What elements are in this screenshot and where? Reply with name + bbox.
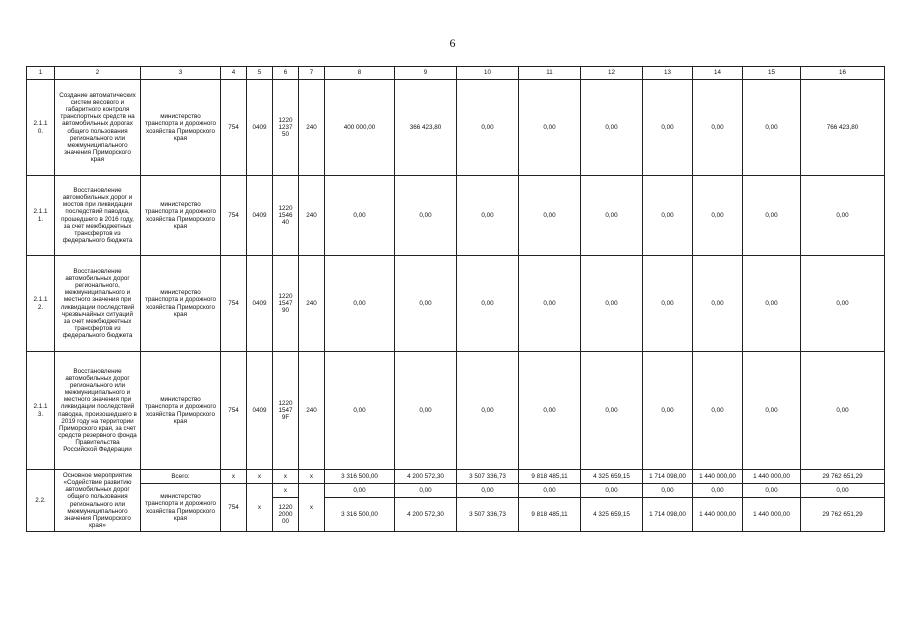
table-row-total: [27, 470, 885, 484]
table-row: [27, 352, 885, 470]
row-code-7: x: [299, 484, 325, 532]
row-ministry: министерство транспорта и дорожного хозяйства Приморского края: [141, 80, 221, 176]
row-code-7: 240: [299, 176, 325, 256]
row-code-4: 754: [221, 80, 247, 176]
row-value: 0,00: [325, 484, 395, 498]
row-ministry: министерство транспорта и дорожного хозяйства Приморского края: [141, 176, 221, 256]
row-code-6: 1220 1547 90: [273, 256, 299, 352]
row-value: 0,00: [643, 80, 693, 176]
page-number: 6: [449, 36, 456, 50]
row-value: 400 000,00: [325, 80, 395, 176]
row-code-4: 754: [221, 256, 247, 352]
row-code-5: 0409: [247, 256, 273, 352]
row-value: 0,00: [801, 256, 885, 352]
row-value: 0,00: [519, 256, 581, 352]
row-ministry: министерство транспорта и дорожного хозяйства Приморского края: [141, 256, 221, 352]
row-code-5: x: [247, 484, 273, 532]
header-cell-5: 5: [247, 67, 273, 80]
row-value: 0,00: [581, 80, 643, 176]
row-value: 0,00: [643, 176, 693, 256]
row-value: 0,00: [457, 484, 519, 498]
header-cell-8: 8: [325, 67, 395, 80]
row-value: 4 200 572,30: [395, 470, 457, 484]
row-value: 29 762 651,29: [801, 470, 885, 484]
header-cell-4: 4: [221, 67, 247, 80]
row-code-6: x: [273, 484, 299, 498]
row-value: 0,00: [519, 80, 581, 176]
table-row: [27, 176, 885, 256]
row-code-4: 754: [221, 176, 247, 256]
row-value: 0,00: [581, 256, 643, 352]
row-code-4: 754: [221, 352, 247, 470]
row-code-7: 240: [299, 352, 325, 470]
row-code-6: 1220 2000 00: [273, 498, 299, 532]
header-cell-9: 9: [395, 67, 457, 80]
row-value: 4 200 572,30: [395, 498, 457, 532]
row-value: 3 316 500,00: [325, 498, 395, 532]
row-value: 0,00: [693, 256, 743, 352]
row-value: 0,00: [801, 484, 885, 498]
row-value: 0,00: [519, 352, 581, 470]
row-value: 0,00: [457, 80, 519, 176]
row-code-7: 240: [299, 80, 325, 176]
row-value: 0,00: [801, 176, 885, 256]
row-number: 2.1.1 1.: [27, 176, 55, 256]
header-cell-12: 12: [581, 67, 643, 80]
total-label: Всего:: [141, 470, 221, 484]
row-code-5: 0409: [247, 176, 273, 256]
row-value: 0,00: [457, 176, 519, 256]
row-value: 0,00: [581, 352, 643, 470]
row-code-6: 1220 1546 40: [273, 176, 299, 256]
row-value: 0,00: [395, 484, 457, 498]
row-value: 0,00: [395, 256, 457, 352]
table-row: [27, 80, 885, 176]
row-value: 0,00: [743, 80, 801, 176]
row-description: Восстановление автомобильных дорог регионального, межмуниципального и местного значения при ликвидации последствий чрезвычайных ситуаций за счет межбюджетных трансфертов из федерального бюджета: [55, 256, 141, 352]
row-value: 1 714 098,00: [643, 470, 693, 484]
row-value: 0,00: [325, 176, 395, 256]
header-cell-2: 2: [55, 67, 141, 80]
row-ministry: министерство транспорта и дорожного хозяйства Приморского края: [141, 484, 221, 532]
header-cell-1: 1: [27, 67, 55, 80]
row-value: 3 316 500,00: [325, 470, 395, 484]
row-value: 4 325 659,15: [581, 470, 643, 484]
row-number: 2.1.1 3.: [27, 352, 55, 470]
row-code-5: x: [247, 470, 273, 484]
row-value: 0,00: [643, 484, 693, 498]
row-code-4: 754: [221, 484, 247, 532]
budget-table: [26, 66, 885, 532]
header-cell-14: 14: [693, 67, 743, 80]
row-number: 2.1.1 0.: [27, 80, 55, 176]
row-value: 0,00: [395, 176, 457, 256]
row-description: Восстановление автомобильных дорог и мостов при ликвидации последствий паводка, прошедшего в 2016 году, за счет межбюджетных трансфертов из федерального бюджета: [55, 176, 141, 256]
row-value: 0,00: [693, 176, 743, 256]
row-description: Основное мероприятие «Содействие развитию автомобильных дорог общего пользования регионального или межмуниципального значения Приморского края»: [55, 470, 141, 532]
row-code-5: 0409: [247, 80, 273, 176]
row-value: 4 325 659,15: [581, 498, 643, 532]
row-value: 0,00: [693, 352, 743, 470]
row-value: 0,00: [457, 256, 519, 352]
row-value: 0,00: [519, 176, 581, 256]
row-code-5: 0409: [247, 352, 273, 470]
header-cell-15: 15: [743, 67, 801, 80]
row-ministry: министерство транспорта и дорожного хозяйства Приморского края: [141, 352, 221, 470]
row-value: 1 440 000,00: [743, 470, 801, 484]
row-value: 0,00: [643, 256, 693, 352]
row-value: 766 423,80: [801, 80, 885, 176]
row-code-6: 1220 1237 50: [273, 80, 299, 176]
header-cell-16: 16: [801, 67, 885, 80]
row-number: 2.2.: [27, 470, 55, 532]
row-value: 0,00: [743, 352, 801, 470]
row-value: 0,00: [743, 256, 801, 352]
table-row: [27, 256, 885, 352]
row-value: 0,00: [801, 352, 885, 470]
row-value: 0,00: [693, 80, 743, 176]
row-value: 0,00: [519, 484, 581, 498]
row-code-6: 1220 1547 9F: [273, 352, 299, 470]
row-value: 0,00: [743, 484, 801, 498]
row-value: 3 507 336,73: [457, 470, 519, 484]
row-value: 0,00: [743, 176, 801, 256]
row-number: 2.1.1 2.: [27, 256, 55, 352]
row-code-4: x: [221, 470, 247, 484]
header-cell-13: 13: [643, 67, 693, 80]
header-cell-11: 11: [519, 67, 581, 80]
row-value: 29 762 651,29: [801, 498, 885, 532]
row-value: 1 440 000,00: [693, 498, 743, 532]
row-value: 9 818 485,11: [519, 498, 581, 532]
row-description: Восстановление автомобильных дорог регионального или межмуниципального и местного значения при ликвидации последствий паводка, произошедшего в 2019 году на территории Приморского края, за счет средств резервного фонда Правительства Российской Федерации: [55, 352, 141, 470]
header-cell-6: 6: [273, 67, 299, 80]
header-cell-10: 10: [457, 67, 519, 80]
header-cell-7: 7: [299, 67, 325, 80]
row-value: 1 714 098,00: [643, 498, 693, 532]
row-value: 366 423,80: [395, 80, 457, 176]
row-value: 3 507 336,73: [457, 498, 519, 532]
row-value: 0,00: [325, 352, 395, 470]
row-code-6: x: [273, 470, 299, 484]
table-row-sub: [27, 484, 885, 498]
header-row: [27, 67, 885, 80]
row-value: 9 818 485,11: [519, 470, 581, 484]
row-value: 1 440 000,00: [693, 470, 743, 484]
header-cell-3: 3: [141, 67, 221, 80]
row-description: Создание автоматических систем весового и габаритного контроля транспортных средств на автомобильных дорогах общего пользования регионального или межмуниципального значения Приморского края: [55, 80, 141, 176]
row-value: 0,00: [457, 352, 519, 470]
row-value: 0,00: [643, 352, 693, 470]
row-code-7: x: [299, 470, 325, 484]
row-code-7: 240: [299, 256, 325, 352]
row-value: 0,00: [581, 176, 643, 256]
row-value: 0,00: [693, 484, 743, 498]
row-value: 0,00: [395, 352, 457, 470]
row-value: 0,00: [325, 256, 395, 352]
row-value: 0,00: [581, 484, 643, 498]
row-value: 1 440 000,00: [743, 498, 801, 532]
